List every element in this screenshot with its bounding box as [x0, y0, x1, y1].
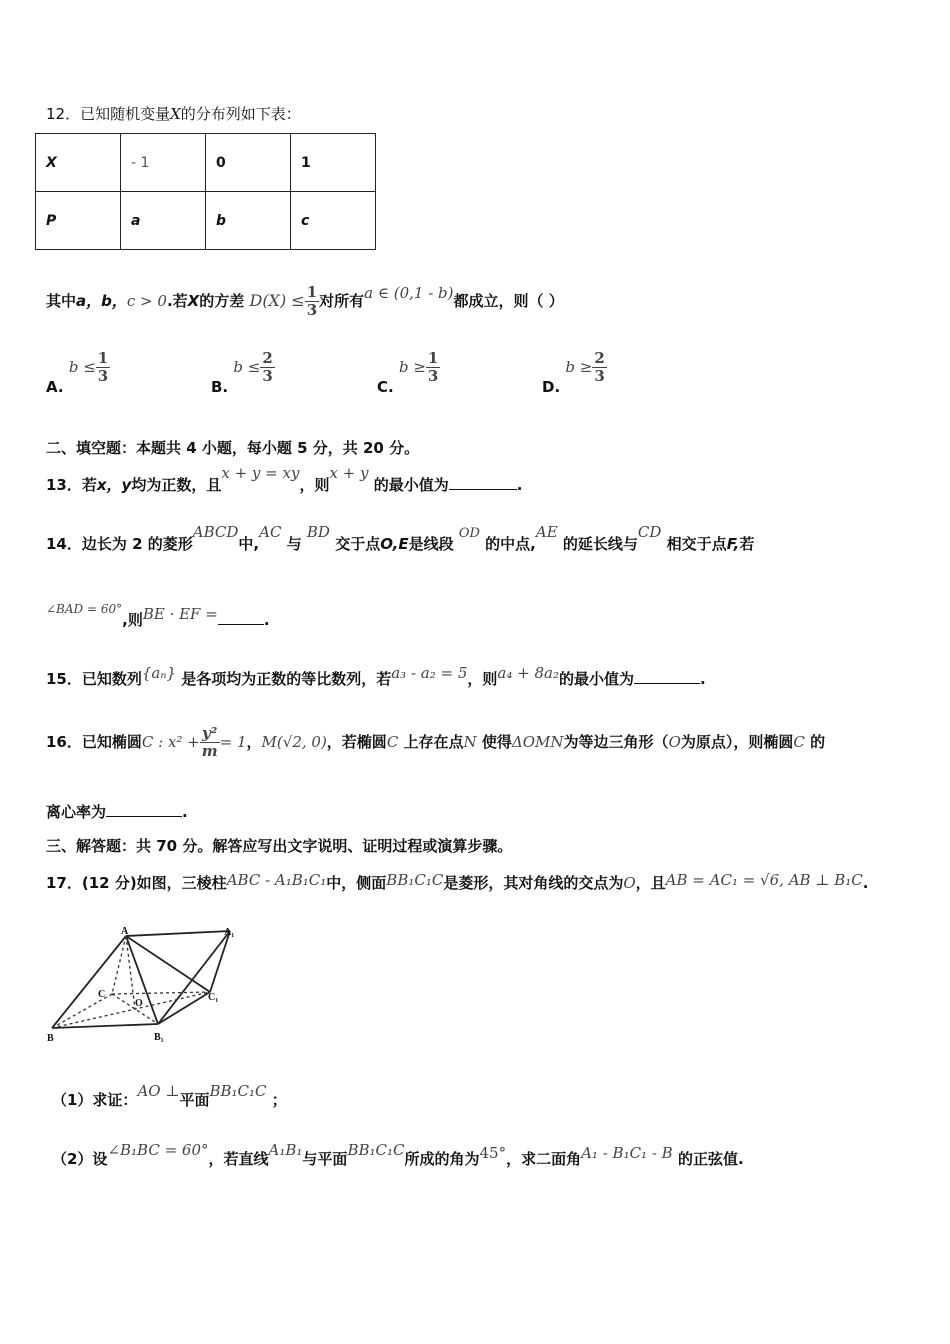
edge-c-c1 [112, 992, 210, 994]
math: BE · EF = [142, 605, 218, 623]
q14 [46, 523, 755, 554]
math: M(√2, 0) [261, 733, 327, 751]
math: O [623, 874, 636, 892]
table-cell: X [36, 134, 121, 192]
option-expr: b ≥ [565, 358, 593, 376]
text: ； [271, 1091, 287, 1109]
math: ABC - A₁B₁C₁ [226, 871, 327, 889]
text: 的延长线与 [562, 535, 638, 553]
text: 中，侧面 [326, 874, 387, 892]
math: N [463, 733, 477, 751]
distribution-table [35, 133, 376, 250]
fraction [260, 350, 274, 385]
text: 的方差 [199, 292, 245, 310]
text: ，求二面角 [506, 1150, 582, 1168]
text: 为原点），则椭圆 [680, 733, 794, 751]
text: 若 [739, 535, 755, 553]
text: 与平面 [302, 1150, 348, 1168]
frac-num: 2 [594, 349, 605, 367]
text: 交于点 [335, 535, 381, 553]
text: 是线段 [408, 535, 454, 553]
math: C [386, 733, 399, 751]
variance-expr: D(X) ≤ [249, 291, 305, 310]
math: BD [306, 523, 330, 541]
edge-a-b [52, 936, 126, 1028]
q12-condition [46, 284, 564, 319]
text: 的 [810, 733, 826, 751]
text: 上存在点 [403, 733, 464, 751]
option-expr: b ≥ [398, 358, 426, 376]
text: 的中点, [485, 535, 536, 553]
q12-stem [46, 103, 301, 124]
q12-var: X [170, 105, 181, 123]
math: ∠B₁BC = 60° [107, 1141, 209, 1159]
table-cell: b [206, 192, 291, 250]
text: x，y [96, 476, 132, 494]
text: . [263, 611, 270, 629]
math: = 1 [219, 733, 247, 751]
math: C : x² + [141, 733, 200, 751]
section-heading-solve: 三、解答题：共 70 分。解答应写出文字说明、证明过程或演算步骤。 [46, 837, 513, 855]
text: ，若椭圆 [326, 733, 387, 751]
label-a1: A₁ [224, 927, 235, 938]
fraction [305, 284, 319, 319]
frac-den: 3 [97, 367, 109, 385]
text: .若 [166, 292, 188, 310]
frac-num: 1 [306, 283, 318, 301]
text: 为等边三角形（ [563, 733, 669, 751]
text: ,则 [122, 611, 143, 629]
math: x + y [329, 464, 369, 482]
text: 的最小值为 [373, 476, 449, 494]
edge-b-b1 [52, 1024, 158, 1028]
math: O [668, 733, 681, 751]
text: （1）求证： [52, 1091, 138, 1109]
prism-figure [40, 920, 250, 1050]
q17-part2 [52, 1141, 744, 1169]
table-cell: 1 [291, 134, 376, 192]
edge-a-c1 [126, 936, 210, 992]
text: ，则 [467, 670, 498, 688]
math: CD [637, 523, 662, 541]
math: a₄ + 8a₂ [497, 664, 559, 682]
math: ABCD [192, 523, 239, 541]
math: x + y = xy [221, 464, 300, 482]
text: 都成立，则（ ） [453, 292, 564, 310]
math: {aₙ} [141, 664, 176, 682]
math: BB₁C₁C [209, 1082, 267, 1100]
text: ，若直线 [208, 1150, 269, 1168]
table-cell: - 1 [121, 134, 206, 192]
math: ∠BAD = 60° [46, 602, 123, 616]
frac-den: 3 [262, 367, 273, 385]
label-b: B [47, 1033, 54, 1044]
text: . [516, 476, 523, 494]
q14-cont [46, 602, 270, 630]
q13 [46, 464, 523, 495]
text: . [182, 803, 188, 821]
fraction [96, 350, 110, 385]
option-d[interactable] [542, 349, 607, 396]
frac-den: m [201, 742, 218, 760]
table-cell: c [291, 192, 376, 250]
text: 是菱形，其对角线的交点为 [443, 874, 624, 892]
fraction [426, 350, 440, 385]
q16-cont [46, 801, 188, 822]
math: A₁B₁ [268, 1141, 303, 1159]
table-row-x [36, 134, 376, 192]
q17 [46, 872, 868, 893]
table-row-p [36, 192, 376, 250]
text: 所成的角为 [404, 1150, 480, 1168]
label-a: A [121, 926, 129, 937]
math: C [793, 733, 805, 751]
label-c1: C₁ [208, 992, 219, 1003]
frac-num: 1 [97, 349, 109, 367]
text: 其中 [46, 292, 77, 310]
edge-a1-b1 [158, 931, 230, 1024]
text: F, [726, 535, 740, 553]
math: ΔOMN [511, 733, 564, 751]
answer-blank[interactable] [634, 669, 700, 684]
table-cell: P [36, 192, 121, 250]
option-label: A. [46, 378, 64, 396]
text: ， [246, 733, 262, 751]
text: （2）设 [52, 1150, 108, 1168]
edge-a1-c1 [210, 931, 230, 992]
frac-den: 3 [594, 367, 605, 385]
edge-b1-c1 [158, 992, 210, 1024]
frac-num: 1 [427, 349, 439, 367]
table-cell: a [121, 192, 206, 250]
answer-blank[interactable] [218, 610, 264, 625]
frac-den: 3 [306, 301, 318, 319]
text: 16．已知椭圆 [46, 733, 142, 751]
text: 的正弦值. [677, 1150, 744, 1168]
text: ，且 [635, 874, 666, 892]
option-expr: b ≤ [233, 358, 261, 376]
option-b[interactable] [211, 349, 275, 396]
label-o: O [135, 998, 143, 1009]
fraction [592, 350, 606, 385]
edge-a-a1 [126, 931, 230, 936]
math: BB₁C₁C [386, 871, 444, 889]
text: 中, [238, 535, 260, 553]
q17-part1 [52, 1082, 287, 1110]
option-label: D. [542, 378, 561, 396]
math: AE [535, 523, 558, 541]
text: 的最小值为 [558, 670, 634, 688]
text: 相交于点 [666, 535, 727, 553]
answer-blank[interactable] [106, 802, 182, 817]
text: X [187, 292, 200, 310]
text: 平面 [179, 1091, 210, 1109]
text: 对所有 [319, 292, 365, 310]
label-c: C [98, 989, 106, 1000]
text: 是各项均为正数的等比数列，若 [181, 670, 392, 688]
q12-stem-tail: 的分布列如下表： [180, 105, 301, 123]
q16 [46, 725, 825, 760]
text: 离心率为 [46, 803, 107, 821]
math: AO ⊥ [137, 1082, 180, 1100]
text: . [862, 874, 869, 892]
math: AC [259, 523, 282, 541]
math: a₃ - a₂ = 5 [391, 664, 468, 682]
text: 均为正数，且 [131, 476, 222, 494]
text: 使得 [481, 733, 512, 751]
text: . [700, 670, 706, 688]
label-b1: B₁ [154, 1032, 164, 1043]
math: c > 0 [126, 292, 167, 310]
text: a，b， [76, 292, 127, 310]
answer-blank[interactable] [449, 475, 517, 490]
text: 15．已知数列 [46, 670, 142, 688]
option-label: C. [377, 378, 394, 396]
math: AB = AC₁ = √6, AB ⊥ B₁C [665, 871, 863, 889]
fraction [200, 725, 220, 760]
frac-den: 3 [427, 367, 439, 385]
frac-num: y² [200, 725, 220, 743]
text: ，则 [299, 476, 330, 494]
text: 与 [286, 535, 302, 553]
q12-stem-text: 12．已知随机变量 [46, 105, 171, 123]
text: O,E [380, 535, 409, 553]
text: 13．若 [46, 476, 97, 494]
q15 [46, 664, 706, 689]
math: OD [458, 526, 480, 541]
option-expr: b ≤ [68, 358, 96, 376]
math: A₁ - B₁C₁ - B [581, 1144, 673, 1162]
range-expr: a ∈ (0,1 - b) [364, 284, 454, 302]
option-label: B. [211, 378, 229, 396]
math: 45° [479, 1144, 507, 1162]
option-a[interactable] [46, 349, 110, 396]
table-cell: 0 [206, 134, 291, 192]
text: 17．(12 分)如图，三棱柱 [46, 874, 227, 892]
math: BB₁C₁C [347, 1141, 405, 1159]
frac-num: 2 [262, 349, 273, 367]
text: 14．边长为 2 的菱形 [46, 535, 193, 553]
section-heading-fill-blank: 二、填空题：本题共 4 小题，每小题 5 分，共 20 分。 [46, 439, 420, 457]
option-c[interactable] [377, 349, 440, 396]
